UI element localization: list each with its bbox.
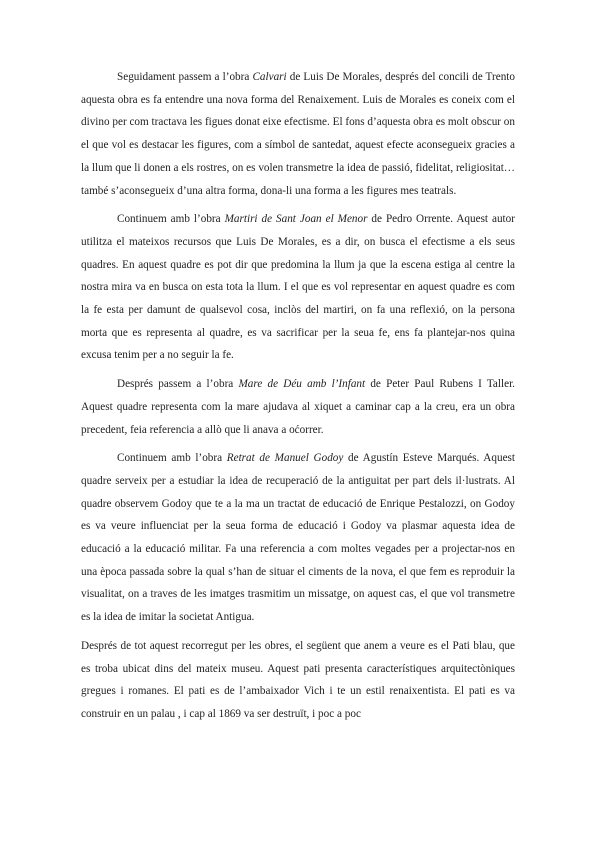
text-run: de Peter Paul Rubens I Taller. Aquest quadre representa com la mare ajudava al xiquet a caminar cap a la creu, era un obra precedent, feia referencia a allò que li anava a oćorrer. bbox=[81, 378, 515, 436]
text-run: de Luis De Morales, després del concili de Trento aquesta obra es fa entendre una nova forma del Renaixement. Luis de Morales es coneix com el divino per com tractava les figues donat eixe efectisme. El fons d’aquesta obra es molt obscur on el que vol es destacar les figures, com a símbol de santedat, aquest efecte aconsegueix gracies a la llum que li donen a els rostres, on es volen transmetre la idea de passió, fidelitat, religiositat… també s’aconsegueix d’una altra forma, dona-li una forma a les figures mes teatrals. bbox=[81, 71, 515, 197]
artwork-title: Martiri de Sant Joan el Menor bbox=[224, 213, 368, 226]
artwork-title: Calvari bbox=[252, 71, 287, 83]
paragraph-mare-de-deu bbox=[81, 373, 515, 441]
artwork-title: Retrat de Manuel Godoy bbox=[226, 452, 344, 465]
artwork-title: Mare de Déu amb l’Infant bbox=[238, 378, 366, 391]
text-run: de Pedro Orrente. Aquest autor utilitza el mateixos recursos que Luis De Morales, es a dir, on busca el efectisme a els seus quadres. En aquest quadre es pot dir que predomina la llum ja que la escena estiga al centre la nostra mira va en busca on esta tota la llum. I el que es vol representar en aquest quadre es com la fe esta per damunt de qualsevol cosa, inclòs del martiri, on fa una reflexió, on la persona morta que es representa al quadre, es va sacrificar per la seua fe, ens fa plantejar-nos quina excusa tenim per a no seguir la fe. bbox=[81, 213, 515, 362]
text-run: Continuem amb l’obra bbox=[117, 213, 225, 226]
text-run: Després de tot aquest recorregut per les obres, el següent que anem a veure es el Pati blau, que es troba ubicat dins del mateix museu. Aquest pati presenta característiques arquitectòniques gregues i romanes. El pati es de l’ambaixador Vich i te un estil renaixentista. El pati es va construir en un palau , i cap al 1869 va ser destruït, i poc a poc bbox=[81, 639, 515, 720]
text-run: Després passem a l’obra bbox=[117, 378, 239, 391]
document-page bbox=[81, 66, 515, 726]
paragraph-godoy bbox=[81, 447, 515, 629]
paragraph-calvari bbox=[81, 66, 515, 202]
text-run: de Agustín Esteve Marqués. Aquest quadre serveix per a estudiar la idea de recuperació de la antiguitat per part dels il·lustrats. Al quadre observem Godoy que te a la ma un tractat de educació de Enrique Pestalozzi, on Godoy es va veure influenciat per la seua forma de educació i Godoy va plasmar aquesta idea de educació a la educació militar. Fa una referencia a com moltes vegades per a projectar-nos en una època passada sobre la qual s’han de situar el ciments de la nova, el que fem es reproduir la visualitat, on a traves de les imatges trasmitim un missatge, on aquest cas, el que vol transmetre es la idea de imitar la societat Antigua. bbox=[81, 452, 516, 624]
paragraph-pati-blau bbox=[81, 635, 515, 726]
paragraph-martiri bbox=[81, 208, 515, 367]
text-run: Seguidament passem a l’obra bbox=[117, 71, 253, 83]
text-run: Continuem amb l’obra bbox=[117, 452, 227, 465]
